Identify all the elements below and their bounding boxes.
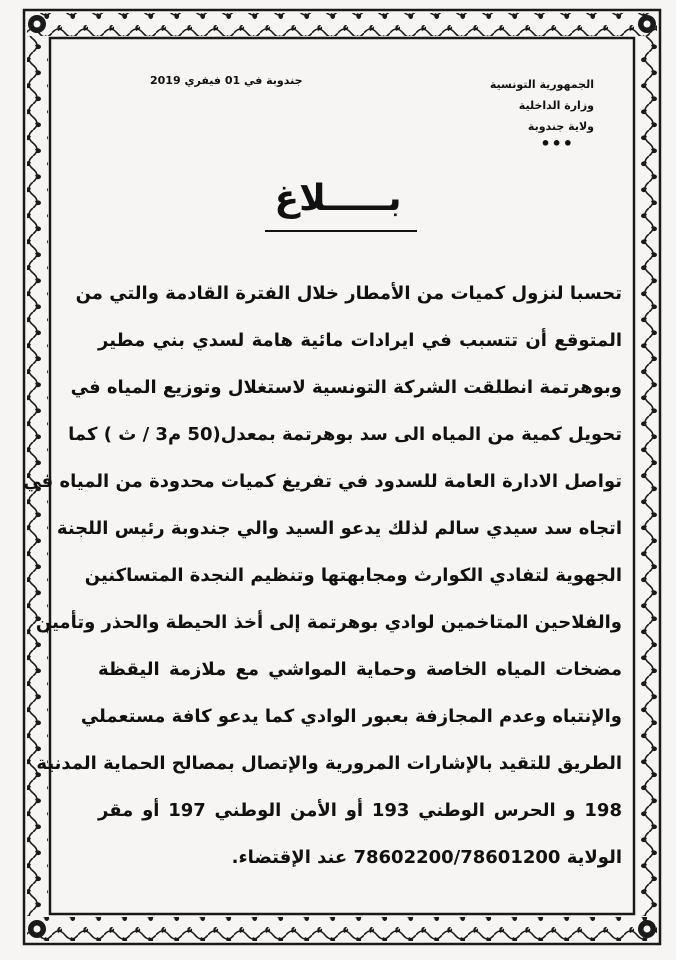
republic-name: الجمهورية التونسية	[489, 78, 594, 91]
body-line: 198 و الحرس الوطني 193 أو الأمن الوطني 197 أو مقر	[98, 800, 622, 821]
ministry-name: وزارة الداخلية	[518, 99, 594, 112]
document-date: جندوبة في 01 فيفري 2019	[150, 74, 303, 87]
body-line: تحويل كمية من المياه الى سد بوهرتمة بمعدل(50 م3 / ث ) كما	[68, 424, 622, 445]
body-line: المتوقع أن تتسبب في ايرادات مائية هامة لسدي بني مطير	[98, 330, 622, 351]
announcement-body	[23, 270, 622, 881]
body-line: والإنتباه وعدم المجازفة بعبور الوادي كما يدعو كافة مستعملي	[80, 706, 622, 727]
body-line: تحسبا لنزول كميات من الأمطار خلال الفترة القادمة والتي من	[75, 283, 622, 304]
body-line: اتجاه سد سيدي سالم لذلك يدعو السيد والي جندوبة رئيس اللجنة	[56, 518, 622, 539]
letterhead	[474, 74, 594, 151]
body-line: وبوهرتمة انطلقت الشركة التونسية لاستغلال وتوزيع المياه في	[70, 377, 622, 398]
body-line: الطريق للتقيد بالإشارات المرورية والإتصال بمصالح الحماية المدنية	[36, 753, 622, 774]
body-line: مضخات المياه الخاصة وحماية المواشي مع ملازمة اليقظة	[98, 659, 622, 680]
governorate-name: ولاية جندوبة	[527, 120, 594, 133]
letterhead-dots: •••	[540, 134, 574, 153]
title-underline	[265, 230, 417, 232]
body-line: تواصل الادارة العامة للسدود في تفريغ كميات محدودة من المياه في	[23, 471, 622, 492]
body-line: والفلاحين المتاخمين لوادي بوهرتمة إلى أخذ الحيطة والحذر وتأمين	[35, 612, 622, 633]
page-title: بـــــلاغ	[274, 178, 402, 219]
body-line: الجهوية لتفادي الكوارث ومجابهتها وتنظيم النجدة المتساكنين	[84, 565, 622, 586]
body-line: الولاية 78602200/78601200 عند الإقتضاء.	[231, 847, 622, 868]
